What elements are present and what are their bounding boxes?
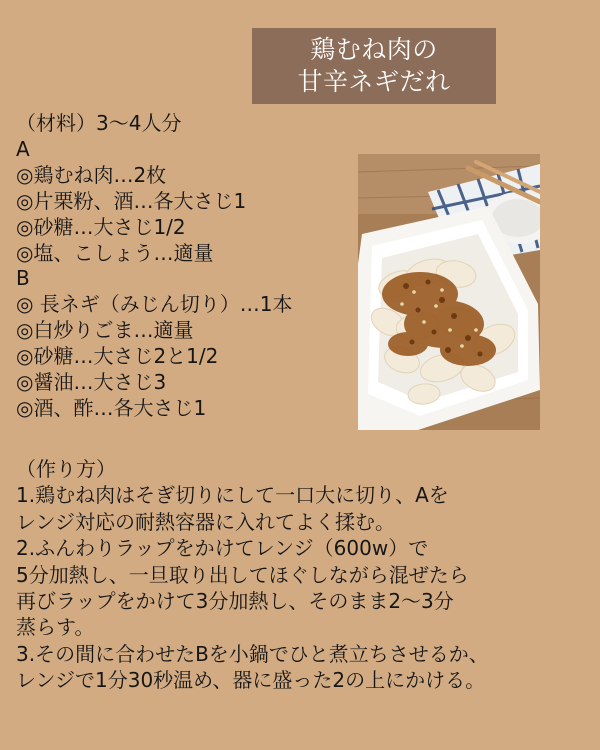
recipe-title-box	[252, 28, 496, 104]
method-line: 再びラップをかけて3分加熱し、そのまま2〜3分	[16, 589, 454, 614]
ingredient-item: ◎白炒りごま…適量	[16, 318, 194, 343]
group-b-label: B	[16, 266, 30, 291]
recipe-title-line-2: 甘辛ネギだれ	[297, 67, 451, 96]
ingredient-item: ◎砂糖…大さじ2と1/2	[16, 344, 219, 369]
method-line: レンジで1分30秒温め、器に盛った2の上にかける。	[16, 668, 486, 693]
method-line: 3.その間に合わせたBを小鍋でひと煮立ちさせるか、	[16, 641, 489, 666]
ingredient-item: ◎ 長ネギ（みじん切り）…1本	[16, 292, 293, 317]
ingredient-item: ◎醤油…大さじ3	[16, 370, 167, 395]
dish-photo	[358, 154, 540, 430]
ingredient-item: ◎鶏むね肉…2枚	[16, 162, 167, 187]
recipe-title-line-1: 鶏むね肉の	[310, 35, 438, 64]
method-section	[16, 456, 586, 694]
ingredient-item: ◎塩、こしょう…適量	[16, 240, 214, 265]
ingredients-section	[16, 111, 356, 422]
group-a-label: A	[16, 136, 30, 161]
ingredient-item: ◎酒、酢…各大さじ1	[16, 395, 207, 420]
servings-heading: （材料）3〜4人分	[16, 111, 182, 135]
method-line: 5分加熱し、一旦取り出してほぐしながら混ぜたら	[16, 562, 469, 587]
method-line: 蒸らす。	[16, 615, 95, 640]
method-line: 1.鶏むね肉はそぎ切りにして一口大に切り、Aを	[16, 483, 449, 508]
method-line: レンジ対応の耐熱容器に入れてよく揉む。	[16, 509, 395, 534]
ingredient-item: ◎砂糖…大さじ1/2	[16, 214, 186, 239]
method-heading: （作り方）	[16, 457, 116, 481]
method-line: 2.ふんわりラップをかけてレンジ（600w）で	[16, 536, 429, 561]
ingredient-item: ◎片栗粉、酒…各大さじ1	[16, 188, 247, 213]
